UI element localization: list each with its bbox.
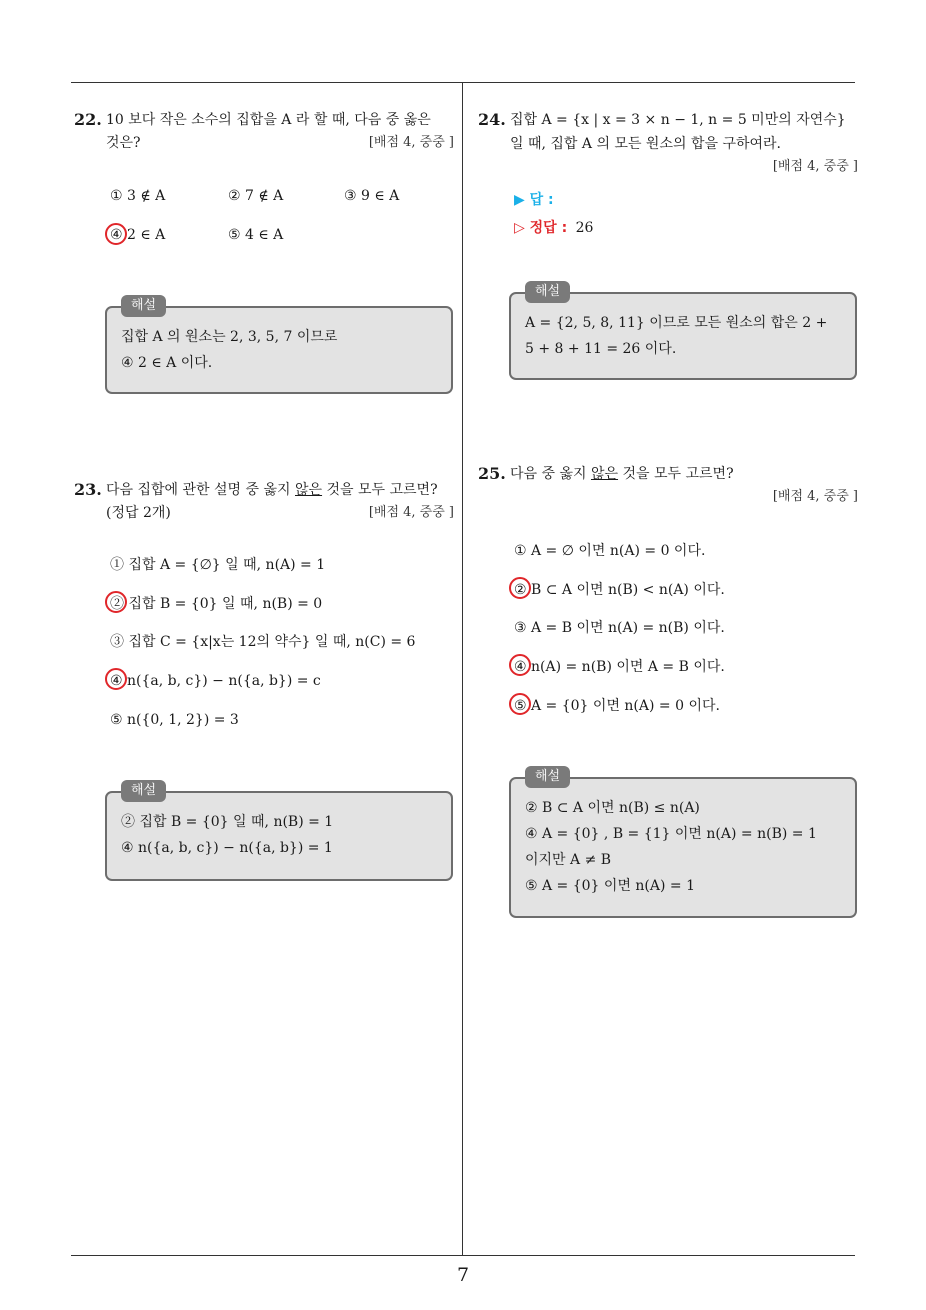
solution-line: ② 집합 B = {0} 일 때, n(B) = 1 <box>121 814 334 830</box>
option-4[interactable]: ④ n({a, b, c}) − n({a, b}) = c <box>110 673 321 689</box>
solution-tag: 해설 <box>121 295 166 317</box>
underlined-word: 않은 <box>295 482 323 498</box>
question-25 <box>478 462 858 508</box>
solution-line: ⑤ A = {0} 이면 n(A) = 1 <box>525 878 696 894</box>
option-2[interactable]: ② 7 ∉ A <box>228 188 284 204</box>
answer-mark <box>509 577 531 599</box>
option-5[interactable]: ⑤ 4 ∈ A <box>228 227 284 243</box>
question-number: 23. <box>74 480 102 499</box>
option-4[interactable]: ④ n(A) = n(B) 이면 A = B 이다. <box>514 659 725 675</box>
solution-line: ④ A = {0} , B = {1} 이면 n(A) = n(B) = 1 <box>525 826 817 842</box>
answer-mark <box>509 693 531 715</box>
option-1[interactable]: ① 집합 A = {∅} 일 때, n(A) = 1 <box>110 557 326 573</box>
option-1[interactable]: ① 3 ∉ A <box>110 188 166 204</box>
solution-line: ④ n({a, b, c}) − n({a, b}) = 1 <box>121 840 333 856</box>
question-text-cont: 것은? <box>106 135 141 151</box>
option-3[interactable]: ③ 9 ∈ A <box>344 188 400 204</box>
answer-mark <box>105 591 127 613</box>
question-number: 22. <box>74 110 102 129</box>
solution-box-23 <box>105 783 453 881</box>
solution-tag: 해설 <box>525 281 570 303</box>
option-2[interactable]: ② B ⊂ A 이면 n(B) < n(A) 이다. <box>514 582 725 598</box>
answer-mark <box>509 654 531 676</box>
question-text: 다음 중 옳지 않은 것을 모두 고르면? <box>510 466 734 482</box>
correct-answer-row <box>514 218 593 238</box>
question-23 <box>74 478 454 524</box>
question-text: 집합 A = {x | x = 3 × n − 1, n = 5 미만의 자연수} <box>510 112 846 128</box>
question-22 <box>74 108 454 154</box>
solution-line: A = {2, 5, 8, 11} 이므로 모든 원소의 합은 2 + <box>525 315 828 331</box>
option-1[interactable]: ① A = ∅ 이면 n(A) = 0 이다. <box>514 543 706 559</box>
question-text-cont: (정답 2개) <box>106 505 171 521</box>
solution-line: ④ 2 ∈ A 이다. <box>121 355 213 371</box>
question-text: 10 보다 작은 소수의 집합을 A 라 할 때, 다음 중 옳은 <box>106 112 431 128</box>
bottom-rule <box>71 1255 855 1256</box>
score-meta: [배점 4, 중중 ] <box>772 159 858 174</box>
solution-tag: 해설 <box>525 766 570 788</box>
answer-mark <box>105 223 127 245</box>
correct-label: ▷ 정답 : <box>514 220 568 236</box>
solution-line: 5 + 8 + 11 = 26 이다. <box>525 341 677 357</box>
underlined-word: 않은 <box>590 466 619 482</box>
solution-box-24 <box>509 284 857 380</box>
option-2[interactable]: ② 집합 B = {0} 일 때, n(B) = 0 <box>110 596 323 612</box>
question-number: 25. <box>478 464 506 483</box>
solution-box-22 <box>105 298 453 394</box>
column-divider <box>462 82 463 1256</box>
solution-line: 집합 A 의 원소는 2, 3, 5, 7 이므로 <box>121 329 338 345</box>
answer-label: ▶ 답 : <box>514 192 554 208</box>
score-meta: [배점 4, 중중 ] <box>772 489 858 504</box>
option-5[interactable]: ⑤ A = {0} 이면 n(A) = 0 이다. <box>514 698 720 714</box>
solution-line: 이지만 A ≠ B <box>525 852 612 868</box>
solution-line: ② B ⊂ A 이면 n(B) ≤ n(A) <box>525 800 700 816</box>
question-text: 다음 집합에 관한 설명 중 옳지 않은 것을 모두 고르면? <box>106 482 438 498</box>
option-4[interactable]: ④ 2 ∈ A <box>110 227 166 243</box>
question-24 <box>478 108 858 178</box>
option-3[interactable]: ③ A = B 이면 n(A) = n(B) 이다. <box>514 620 725 636</box>
page-number: 7 <box>456 1264 470 1286</box>
correct-value: 26 <box>575 220 594 236</box>
question-number: 24. <box>478 110 506 129</box>
option-3[interactable]: ③ 집합 C = {x|x는 12의 약수} 일 때, n(C) = 6 <box>110 634 416 650</box>
answer-mark <box>105 668 127 690</box>
option-5[interactable]: ⑤ n({0, 1, 2}) = 3 <box>110 712 239 728</box>
score-meta: [배점 4, 중중 ] <box>368 135 454 150</box>
solution-tag: 해설 <box>121 780 166 802</box>
score-meta: [배점 4, 중중 ] <box>368 505 454 520</box>
question-text-cont: 일 때, 집합 A 의 모든 원소의 합을 구하여라. <box>510 136 781 152</box>
top-rule <box>71 82 855 83</box>
solution-box-25 <box>509 769 857 918</box>
